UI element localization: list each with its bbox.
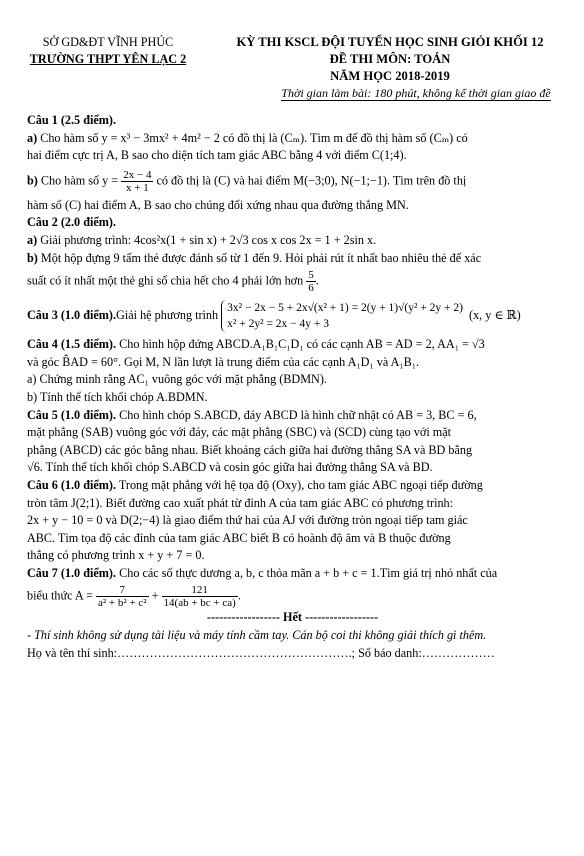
q1-title: Câu 1 (2.5 điểm). (27, 113, 117, 127)
candidate-info-line: Họ và tên thí sinh:………………………………………………….; Số báo danh:……………… (27, 645, 495, 660)
header-left (28, 34, 188, 68)
q4-a: a) Chứng minh rằng AC₁ vuông góc với mặt phẳng (BDMN). (27, 372, 327, 387)
q4: Câu 4 (1.5 điểm). Cho hình hộp đứng ABCD.A₁B₁C₁D₁ có các cạnh AB = AD = 2, AA₁ = √3 (27, 337, 485, 352)
q1-b-fraction: $\frac{2x - 4}{x + 1}$ (123, 168, 152, 194)
q4-b: b) Tính thể tích khối chóp A.BDMN. (27, 389, 208, 404)
department-name: SỞ GD&ĐT VĨNH PHÚC (42, 35, 174, 49)
school-name: TRƯỜNG THPT YÊN LẠC 2 (29, 52, 187, 66)
q6-l5: thẳng có phương trình x + y + 7 = 0. (27, 548, 205, 563)
q2-b: b) Một hộp đựng 9 tấm thẻ được đánh số từ 1 đến 9. Hỏi phải rút ít nhất bao nhiêu thẻ để xác (27, 250, 482, 265)
q4-cont: và góc B̂AD = 60°. Gọi M, N lần lượt là trung điểm của các cạnh A₁D₁ và A₁B₁. (27, 354, 420, 369)
q5-l4: √6. Tính thể tích khối chóp S.ABCD và cosin góc giữa hai đường thẳng SA và BD. (27, 460, 433, 475)
school-year: NĂM HỌC 2018-2019 (330, 69, 450, 83)
q2-a: a) Giải phương trình: 4cos²x(1 + sin x) + 2√3 cos x cos 2x = 1 + 2sin x. (27, 232, 377, 247)
q3-system: 3x² − 2x − 5 + 2x√(x² + 1) = 2(y + 1)√(y² + 2y + 2) x² + 2y² = 2x − 4y + 3 (221, 300, 463, 332)
exam-content (27, 112, 558, 662)
q5: Câu 5 (1.0 điểm). Cho hình chóp S.ABCD, đáy ABCD là hình chữ nhật có AB = 3, BC = 6, (27, 407, 477, 422)
q6-l4: ABC. Tìm tọa độ các đỉnh của tam giác ABC biết B có hoành độ âm và B thuộc đường (27, 530, 451, 545)
exam-title: KỲ THI KSCL ĐỘI TUYỂN HỌC SINH GIỎI KHỐI 12 (236, 35, 544, 49)
q7-fraction-2: $\frac{121}{14(ab + bc + ca)}$ (163, 584, 236, 610)
q5-l3: phẳng (ABCD) các góc bằng nhau. Biết khoảng cách giữa hai đường thẳng SA và BD bằng (27, 442, 473, 457)
q7-expr: biểu thức A = $\frac{7}{\text{a² + b² + c²}}$ + $\frac{121}{14(ab + bc + ca)}$ . (27, 584, 241, 610)
header-right (205, 34, 575, 102)
q2-title: Câu 2 (2.0 điểm). (27, 215, 117, 230)
q6-l3: 2x + y − 10 = 0 và D(2;−4) là giao điểm thứ hai của AJ với đường tròn ngoại tiếp tam giác (27, 513, 468, 528)
exam-subject: ĐỀ THI MÔN: TOÁN (329, 52, 451, 66)
q2-b-fraction: $\frac{5}{6}$ (308, 269, 314, 295)
q1-b: b) Cho hàm số y = $\frac{2x - 4}{x + 1}$ có đồ thị là (C) và hai điểm M(−3;0), N(−1;−1). Tìm trên đồ thị (27, 168, 467, 194)
q7-fraction-1: $\frac{7}{\text{a² + b² + c²}}$ (98, 584, 147, 610)
q3: Câu 3 (1.0 điểm).Giải hệ phương trình 3x² − 2x − 5 + 2x√(x² + 1) = 2(y + 1)√(y² + 2y + 2) x² + 2y² = 2x − 4y + 3 (x, y ∈ ℝ) (27, 302, 521, 331)
q2-b-cont: suất có ít nhất một thẻ ghi số chia hết cho 4 phải lớn hơn $\frac{5}{6}$ . (27, 269, 319, 295)
q6: Câu 6 (1.0 điểm). Trong mặt phẳng với hệ tọa độ (Oxy), cho tam giác ABC ngoại tiếp đường (27, 477, 483, 492)
q7: Câu 7 (1.0 điểm). Cho các số thực dương a, b, c thỏa mãn a + b + c = 1.Tìm giá trị nhỏ nhất của (27, 565, 498, 580)
exam-note: - Thí sinh không sử dụng tài liệu và máy tính cầm tay. Cán bộ coi thi không giải thích gì thêm. (27, 628, 487, 643)
q5-l2: mặt phẳng (SAB) vuông góc với đáy, các mặt phẳng (SBC) và (SCD) cùng tạo với mặt (27, 425, 452, 440)
q1-b-cont: hàm số (C) hai điểm A, B sao cho chúng đối xứng nhau qua đường thẳng MN. (27, 197, 409, 212)
end-mark: ------------------ Hết ------------------ (206, 610, 379, 625)
q1-a: a) Cho hàm số y = x³ − 3mx² + 4m² − 2 có đồ thị là (Cₘ). Tìm m để đồ thị hàm số (Cₘ) có (27, 130, 468, 145)
time-note: Thời gian làm bài: 180 phút, không kể thời gian giao đề (281, 86, 551, 100)
q6-l2: tròn tâm J(2;1). Biết đường cao xuất phát từ đỉnh A của tam giác ABC có phương trình: (27, 495, 454, 510)
q1-a-cont: hai điểm cực trị A, B sao cho diện tích tam giác ABC bằng 4 với điểm C(1;4). (27, 148, 407, 163)
